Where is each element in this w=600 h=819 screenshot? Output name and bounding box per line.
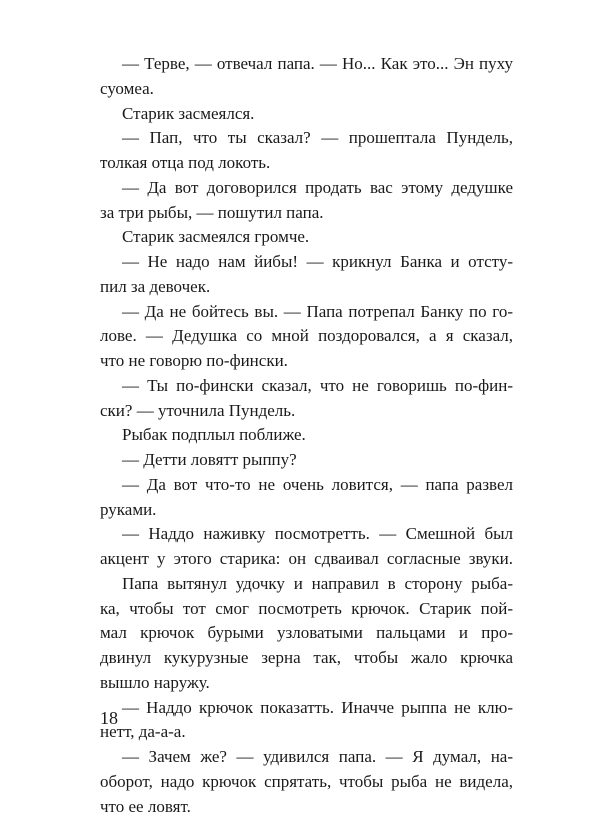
text-line: за три рыбы, — пошутил папа. — [100, 201, 513, 226]
text-line: Старик засмеялся громче. — [100, 225, 513, 250]
page-text — [100, 52, 513, 819]
text-line: — Да не бойтесь вы. — Папа потрепал Банку по го- — [100, 300, 513, 325]
text-line: — Терве, — отвечал папа. — Но... Как это... Эн пуху — [100, 52, 513, 77]
text-line: нетт, да-а-а. — [100, 720, 513, 745]
text-line: мал крючок бурыми узловатыми пальцами и про- — [100, 621, 513, 646]
text-line: — Детти ловятт рыппу? — [100, 448, 513, 473]
text-line: — Ты по-фински сказал, что не говоришь по-фин- — [100, 374, 513, 399]
text-line: — Да вот договорился продать вас этому дедушке — [100, 176, 513, 201]
text-line: Старик засмеялся. — [100, 102, 513, 127]
text-line: Папа вытянул удочку и направил в сторону рыба- — [100, 572, 513, 597]
text-line: что ее ловят. — [100, 795, 513, 819]
text-line: — Не надо нам йибы! — крикнул Банка и отсту- — [100, 250, 513, 275]
text-line: вышло наружу. — [100, 671, 513, 696]
text-line: оборот, надо крючок спрятать, чтобы рыба не видела, — [100, 770, 513, 795]
text-line: толкая отца под локоть. — [100, 151, 513, 176]
text-line: — Да вот что-то не очень ловится, — папа развел — [100, 473, 513, 498]
text-line: что не говорю по-фински. — [100, 349, 513, 374]
text-line: ски? — уточнила Пундель. — [100, 399, 513, 424]
text-line: руками. — [100, 498, 513, 523]
text-line: акцент у этого старика: он сдваивал согласные звуки. — [100, 547, 513, 572]
text-line: суомеа. — [100, 77, 513, 102]
text-line: лове. — Дедушка со мной поздоровался, а я сказал, — [100, 324, 513, 349]
text-line: ка, чтобы тот смог посмотреть крючок. Старик пой- — [100, 597, 513, 622]
page-number: 18 — [100, 706, 118, 730]
text-line: — Наддо крючок показатть. Иначче рыппа не клю- — [100, 696, 513, 721]
text-line: двинул кукурузные зерна так, чтобы жало крючка — [100, 646, 513, 671]
text-line: пил за девочек. — [100, 275, 513, 300]
text-line: Рыбак подплыл поближе. — [100, 423, 513, 448]
text-line: — Пап, что ты сказал? — прошептала Пундель, — [100, 126, 513, 151]
text-line: — Зачем же? — удивился папа. — Я думал, на- — [100, 745, 513, 770]
text-line: — Наддо наживку посмотретть. — Смешной был — [100, 522, 513, 547]
